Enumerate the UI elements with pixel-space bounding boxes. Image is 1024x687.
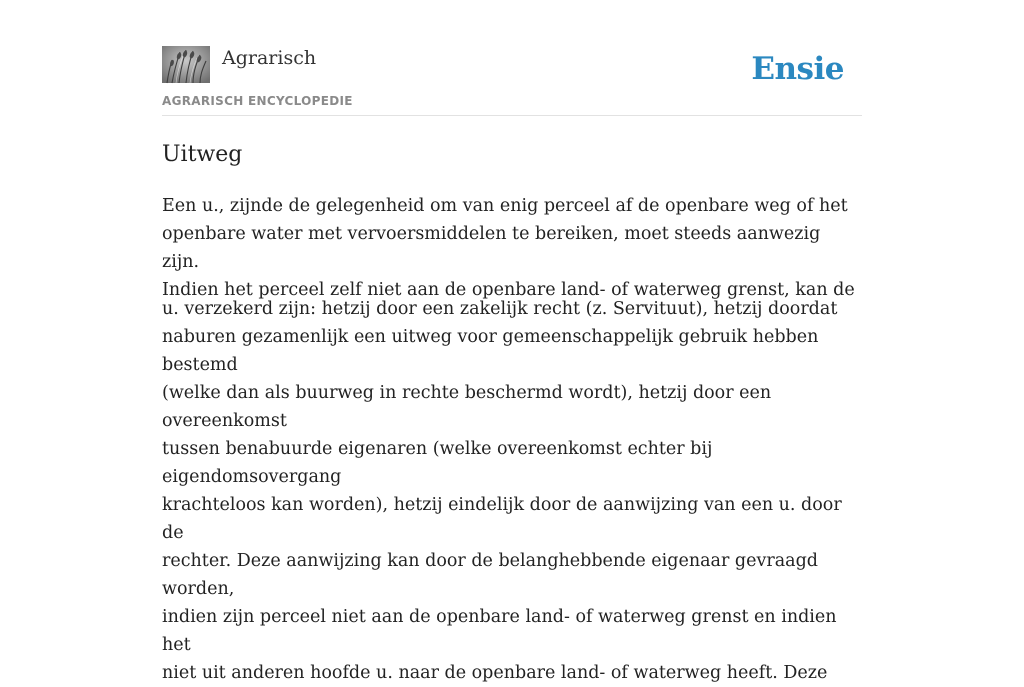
article-title: Uitweg: [162, 142, 243, 167]
wheat-logo-icon[interactable]: [162, 46, 210, 83]
article-container: [162, 0, 862, 683]
source-subtitle: AGRARISCH ENCYCLOPEDIE: [162, 94, 353, 108]
brand-logo[interactable]: Ensie: [751, 51, 844, 87]
article-paragraph: Een u., zijnde de gelegenheid om van enig perceel af de openbare weg of het openbare water met vervoersmiddelen te bereiken, moet steeds aanwezig zijn. Indien het perceel zelf niet aan de openbare land- of waterweg grenst, kan de: [162, 196, 855, 300]
header: [162, 0, 862, 116]
source-name[interactable]: Agrarisch: [222, 47, 317, 69]
article-paragraph: u. verzekerd zijn: hetzij door een zakelijk recht (z. Servituut), hetzij doordat naburen gezamenlijk een uitweg voor gemeenschappelijk gebruik hebben bestemd (welke dan als buurweg in rechte beschermd wordt), hetzij door een overeenkomst tussen benabuurde eigenaren (welke overeenkomst echter bij eigendomsovergang krachteloos kan worden), hetzij eindelijk door de aanwijzing van een u. door de rechter. Deze aanwijzing kan door de belanghebbende eigenaar gevraagd worden, indien zijn perceel niet aan de openbare land- of waterweg grenst en indien het niet uit anderen hoofde u. naar de openbare land- of waterweg heeft. Deze: [162, 299, 842, 683]
